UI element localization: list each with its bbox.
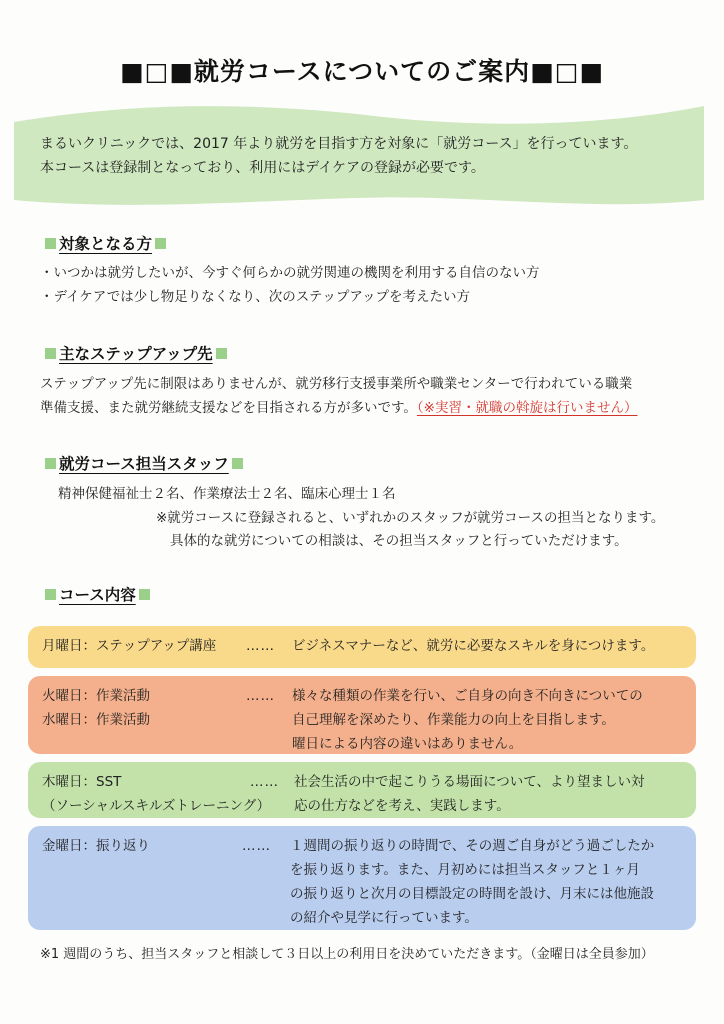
day-description (290, 834, 654, 930)
leader-dots: …… (242, 838, 271, 854)
desc-line: 様々な種類の作業を行い、ご自身の向き不向きについての (292, 688, 643, 704)
desc-line: １週間の振り返りの時間で、その週ご自身がどう過ごしたか (290, 838, 655, 854)
section-heading-target (42, 232, 169, 254)
stepup-line-1: ステップアップ先に制限はありませんが、就労移行支援事業所や職業センターで行われている職業 (40, 376, 633, 392)
stepup-line-2-text: 準備支援、また就労継続支援などを目指される方が多いです。 (40, 400, 417, 416)
staff-line-1: 精神保健福祉士２名、作業療法士２名、臨床心理士１名 (58, 486, 396, 502)
day-line: 月曜日：ステップアップ講座 (42, 638, 217, 654)
desc-line: ビジネスマナーなど、就労に必要なスキルを身につけます。 (292, 638, 655, 654)
desc-line: 社会生活の中で起こりうる場面について、より望ましい対 (294, 774, 645, 790)
desc-line: を振り返ります。また、月初めには担当スタッフと１ヶ月 (290, 862, 640, 878)
footnote: ※1 週間のうち、担当スタッフと相談して３日以上の利用日を決めていただきます。（金曜日は全員参加） (40, 947, 654, 962)
green-square-icon (45, 458, 56, 469)
day-line: （ソーシャルスキルズトレーニング） (42, 798, 271, 814)
section-heading-text: 就労コース担当スタッフ (59, 455, 229, 473)
day-description (292, 634, 654, 658)
green-square-icon (155, 238, 166, 249)
intro-line-2: 本コースは登録制となっており、利用にはデイケアの登録が必要です。 (40, 160, 485, 176)
schedule-card-tue-wed (28, 676, 696, 754)
section-heading-staff (42, 452, 246, 474)
day-line: 木曜日：SST (42, 774, 122, 790)
stepup-line-2 (40, 396, 720, 420)
schedule-card-friday (28, 826, 696, 930)
day-label (42, 684, 150, 732)
day-line: 火曜日：作業活動 (42, 688, 150, 704)
green-square-icon (45, 348, 56, 359)
green-square-icon (139, 589, 150, 600)
desc-line: の紹介や見学に行っています。 (290, 910, 478, 926)
schedule-card-thursday (28, 762, 696, 818)
day-label (42, 770, 270, 818)
intro-text (40, 132, 700, 180)
leader-dots: …… (250, 774, 279, 790)
desc-line: 曜日による内容の違いはありません。 (292, 736, 523, 752)
green-square-icon (232, 458, 243, 469)
stepup-text (40, 372, 720, 420)
section-heading-text: 対象となる方 (59, 235, 153, 253)
list-item: ・デイケアでは少し物足りなくなり、次のステップアップを考えたい方 (40, 289, 470, 305)
section-heading-course (42, 583, 153, 605)
desc-line: の振り返りと次月の目標設定の時間を設け、月末には他施設 (290, 886, 654, 902)
intro-line-1: まるいクリニックでは、2017 年より就労を目指す方を対象に「就労コース」を行っています。 (40, 136, 638, 152)
staff-line-2: ※就労コースに登録されると、いずれかのスタッフが就労コースの担当となります。 (156, 510, 665, 526)
no-placement-note: （※実習・就職の斡旋は行いません） (416, 400, 638, 416)
list-item: ・いつかは就労したいが、今すぐ何らかの就労関連の機関を利用する自信のない方 (40, 265, 540, 281)
green-square-icon (216, 348, 227, 359)
day-label (42, 834, 150, 858)
green-square-icon (45, 589, 56, 600)
schedule-card-monday (28, 626, 696, 668)
day-line: 水曜日：作業活動 (42, 712, 150, 728)
section-heading-stepup (42, 342, 230, 364)
desc-line: 応の仕方などを考え、実践します。 (294, 798, 510, 814)
target-list (40, 261, 540, 309)
leader-dots: …… (246, 688, 275, 704)
day-description (292, 684, 643, 756)
staff-line-3: 具体的な就労についての相談は、その担当スタッフと行っていただけます。 (170, 533, 628, 549)
leader-dots: …… (246, 638, 275, 654)
page-title: ■□■就労コースについてのご案内■□■ (120, 57, 604, 86)
day-description (294, 770, 644, 818)
day-label (42, 634, 216, 658)
section-heading-text: 主なステップアップ先 (59, 345, 213, 363)
day-line: 金曜日：振り返り (42, 838, 150, 854)
section-heading-text: コース内容 (59, 586, 136, 604)
green-square-icon (45, 238, 56, 249)
desc-line: 自己理解を深めたり、作業能力の向上を目指します。 (292, 712, 615, 728)
